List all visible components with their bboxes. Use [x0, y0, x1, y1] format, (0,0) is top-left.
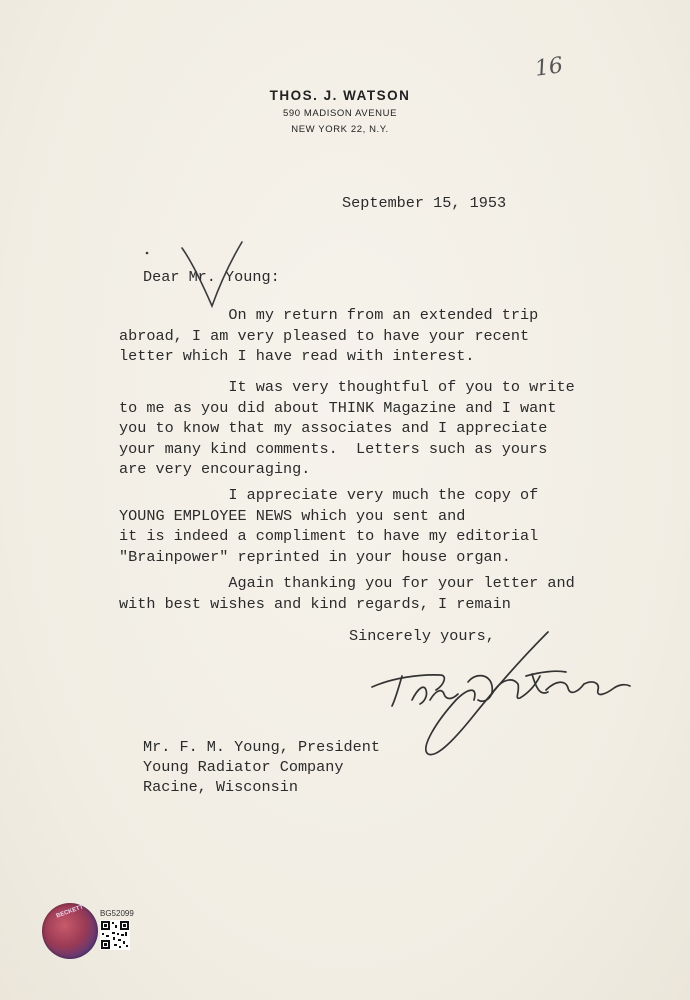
hologram-seal-icon: [42, 903, 98, 959]
letterhead-address-line2: NEW YORK 22, N.Y.: [291, 124, 389, 135]
recipient-line1: Mr. F. M. Young, President: [143, 738, 380, 756]
handwritten-corner-note: 16: [533, 53, 565, 82]
salutation: Dear Mr. Young:: [143, 268, 280, 286]
letter-date: September 15, 1953: [342, 194, 507, 212]
letterhead-name: THOS. J. WATSON: [269, 88, 411, 103]
body-paragraph-4: Again thanking you for your letter and with best wishes and kind regards, I remain: [119, 574, 575, 613]
recipient-line3: Racine, Wisconsin: [143, 778, 298, 796]
hologram-brand: BECKETT: [55, 904, 85, 920]
authentication-sticker: [42, 903, 142, 959]
letterhead-address-line1: 590 MADISON AVENUE: [282, 108, 398, 119]
closing: Sincerely yours,: [349, 627, 495, 645]
body-paragraph-2: It was very thoughtful of you to write to me as you did about THINK Magazine and I want you to know that my associates and I appreciate your many kind comments. Letters such as yours are very encouraging.: [119, 378, 575, 478]
recipient-line2: Young Radiator Company: [143, 758, 344, 776]
certificate-id: BG52099: [100, 909, 134, 918]
body-paragraph-1: On my return from an extended trip abroad, I am very pleased to have your recent letter which I have read with interest.: [119, 306, 539, 365]
qr-code-icon: [100, 920, 130, 950]
body-paragraph-3: I appreciate very much the copy of YOUNG EMPLOYEE NEWS which you sent and it is indeed a compliment to have my editorial "Brainpower" reprinted in your house organ.: [119, 486, 539, 566]
